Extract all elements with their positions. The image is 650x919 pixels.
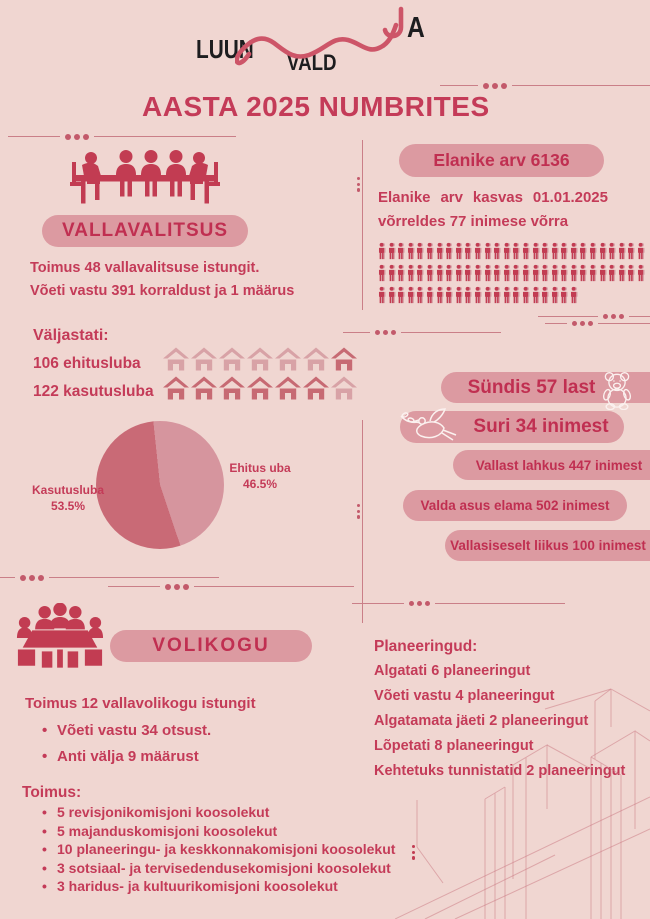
moved-within-pill bbox=[445, 530, 650, 561]
person-icon bbox=[627, 264, 636, 287]
person-icon bbox=[570, 264, 579, 287]
list-item: • 5 majanduskomisjoni koosolekut bbox=[42, 822, 395, 841]
person-icon bbox=[532, 286, 541, 309]
moved-in-label: Valda asus elama 502 inimest bbox=[420, 498, 610, 513]
issued-label: Väljastati: bbox=[33, 327, 109, 344]
meetings-label: Toimus: bbox=[22, 784, 82, 801]
volikogu-bullet-list bbox=[42, 718, 211, 770]
person-icon bbox=[637, 242, 646, 265]
person-icon bbox=[464, 264, 473, 287]
person-icon bbox=[560, 242, 569, 265]
houses-pictogram bbox=[163, 347, 359, 405]
person-icon bbox=[464, 242, 473, 265]
person-icon bbox=[445, 286, 454, 309]
person-icon bbox=[484, 242, 493, 265]
divider-below-pie-b bbox=[108, 583, 354, 590]
moved-within-label: Vallasiseselt liikus 100 inimest bbox=[450, 538, 646, 553]
vertical-divider-top bbox=[362, 140, 363, 310]
person-icon bbox=[541, 264, 550, 287]
vallavalitsus-heading: VALLAVALITSUS bbox=[61, 220, 229, 241]
person-icon bbox=[474, 242, 483, 265]
list-item: • Anti välja 9 määrust bbox=[42, 744, 211, 770]
person-icon bbox=[436, 242, 445, 265]
person-icon bbox=[464, 286, 473, 309]
person-icon bbox=[503, 286, 512, 309]
road-squiggle-icon bbox=[235, 4, 430, 78]
house-icon bbox=[191, 376, 217, 406]
person-icon bbox=[503, 242, 512, 265]
house-icon bbox=[163, 347, 189, 377]
teddy-bear-icon bbox=[599, 370, 635, 410]
person-icon bbox=[416, 264, 425, 287]
person-icon bbox=[599, 242, 608, 265]
person-icon bbox=[484, 264, 493, 287]
population-heading: Elanike arv 6136 bbox=[433, 150, 570, 170]
person-icon bbox=[570, 286, 579, 309]
person-icon bbox=[445, 242, 454, 265]
person-icon bbox=[436, 264, 445, 287]
person-icon bbox=[378, 264, 387, 287]
person-icon bbox=[455, 286, 464, 309]
person-icon bbox=[378, 286, 387, 309]
person-icon bbox=[426, 242, 435, 265]
person-icon bbox=[397, 286, 406, 309]
person-icon bbox=[522, 264, 531, 287]
person-icon bbox=[455, 264, 464, 287]
person-icon bbox=[407, 264, 416, 287]
person-icon bbox=[493, 242, 502, 265]
person-icon bbox=[599, 264, 608, 287]
house-icon bbox=[303, 376, 329, 406]
list-item: • 3 sotsiaal- ja tervisedendusekomisjoni koosolekut bbox=[42, 859, 395, 878]
person-icon bbox=[512, 242, 521, 265]
person-icon bbox=[551, 242, 560, 265]
deaths-label: Suri 34 inimest bbox=[473, 416, 609, 437]
person-icon bbox=[388, 242, 397, 265]
vertical-dots-top bbox=[357, 177, 360, 192]
person-icon bbox=[541, 242, 550, 265]
list-item: • Võeti vastu 34 otsust. bbox=[42, 718, 211, 744]
house-icon bbox=[219, 376, 245, 406]
house-icon bbox=[331, 376, 357, 406]
person-icon bbox=[608, 242, 617, 265]
house-icon bbox=[275, 376, 301, 406]
person-icon bbox=[436, 286, 445, 309]
divider-top-left bbox=[8, 133, 236, 140]
person-icon bbox=[618, 264, 627, 287]
committee-meetings-list bbox=[42, 803, 395, 896]
logo-text-a: A bbox=[407, 12, 425, 44]
person-icon bbox=[541, 286, 550, 309]
vallavalitsus-heading-pill bbox=[42, 215, 248, 247]
person-icon bbox=[560, 286, 569, 309]
person-icon bbox=[378, 242, 387, 265]
municipality-logo bbox=[0, 0, 650, 90]
house-icon bbox=[275, 347, 301, 377]
house-row bbox=[163, 376, 359, 405]
planning-heading: Planeeringud: bbox=[374, 638, 478, 655]
person-icon bbox=[484, 286, 493, 309]
vallavalitsus-line1: Toimus 48 vallavalitsuse istungit. bbox=[30, 260, 260, 276]
person-icon bbox=[503, 264, 512, 287]
person-icon bbox=[474, 264, 483, 287]
person-icon bbox=[532, 264, 541, 287]
volikogu-line1: Toimus 12 vallavolikogu istungit bbox=[25, 695, 256, 712]
dove-icon bbox=[398, 407, 460, 447]
person-icon bbox=[407, 242, 416, 265]
list-item: Algatati 6 planeeringut bbox=[374, 663, 531, 679]
divider-below-pie-a bbox=[0, 574, 219, 581]
person-icon bbox=[589, 242, 598, 265]
vertical-divider-mid bbox=[362, 420, 363, 623]
births-label: Sündis 57 last bbox=[467, 376, 596, 398]
person-icon bbox=[426, 286, 435, 309]
person-icon bbox=[589, 264, 598, 287]
person-icon bbox=[570, 242, 579, 265]
house-icon bbox=[247, 347, 273, 377]
person-row bbox=[378, 264, 647, 286]
moved-out-label: Vallast lahkus 447 inimest bbox=[475, 457, 643, 473]
vallavalitsus-line2: Võeti vastu 391 korraldust ja 1 määrus bbox=[30, 283, 295, 299]
logo-text-vald: VALD bbox=[287, 50, 337, 75]
house-icon bbox=[303, 347, 329, 377]
house-icon bbox=[219, 347, 245, 377]
house-icon bbox=[247, 376, 273, 406]
person-icon bbox=[637, 264, 646, 287]
person-icon bbox=[426, 264, 435, 287]
births-pill bbox=[441, 372, 650, 403]
pie-label-kasutusluba: Kasutusluba 53.5% bbox=[31, 483, 104, 513]
list-item: • 5 revisjonikomisjoni koosolekut bbox=[42, 803, 395, 822]
divider-mid-right-a bbox=[538, 313, 650, 320]
logo-text-luun: LUUN bbox=[196, 34, 254, 64]
divider-mid-left bbox=[343, 329, 501, 336]
population-pictogram bbox=[378, 242, 647, 308]
person-icon bbox=[618, 242, 627, 265]
moved-in-pill bbox=[403, 490, 627, 521]
person-icon bbox=[608, 264, 617, 287]
person-icon bbox=[445, 264, 454, 287]
council-icon bbox=[16, 603, 104, 673]
divider-mid-right-b bbox=[545, 320, 650, 327]
page-title: AASTA 2025 NUMBRITES bbox=[142, 91, 490, 122]
person-icon bbox=[522, 286, 531, 309]
person-icon bbox=[579, 264, 588, 287]
list-item: Algatamata jäeti 2 planeeringut bbox=[374, 713, 589, 729]
person-icon bbox=[397, 264, 406, 287]
person-icon bbox=[627, 242, 636, 265]
list-item: • 10 planeeringu- ja keskkonnakomisjoni koosolekut bbox=[42, 840, 395, 859]
person-row bbox=[378, 286, 647, 308]
person-icon bbox=[407, 286, 416, 309]
divider-top-right bbox=[440, 82, 650, 89]
person-icon bbox=[532, 242, 541, 265]
list-item: Kehtetuks tunnistatid 2 planeeringut bbox=[374, 763, 626, 779]
volikogu-heading: VOLIKOGU bbox=[152, 635, 270, 656]
person-icon bbox=[560, 264, 569, 287]
divider-volikogu-right bbox=[352, 600, 565, 607]
person-row bbox=[378, 242, 647, 264]
meeting-table-icon bbox=[70, 150, 220, 210]
issued-kasutusluba: 122 kasutusluba bbox=[33, 383, 154, 400]
person-icon bbox=[493, 264, 502, 287]
pie-chart bbox=[96, 421, 224, 549]
house-row bbox=[163, 347, 359, 376]
population-line2: võrreldes 77 inimese võrra bbox=[378, 213, 569, 230]
house-icon bbox=[163, 376, 189, 406]
building-wireframe-decoration bbox=[395, 669, 650, 919]
person-icon bbox=[388, 286, 397, 309]
list-item: Lõpetati 8 planeeringut bbox=[374, 738, 534, 754]
person-icon bbox=[579, 242, 588, 265]
person-icon bbox=[551, 264, 560, 287]
person-icon bbox=[416, 286, 425, 309]
person-icon bbox=[493, 286, 502, 309]
house-icon bbox=[331, 347, 357, 377]
person-icon bbox=[397, 242, 406, 265]
population-line1: Elanike arv kasvas 01.01.2025 bbox=[378, 189, 608, 206]
house-icon bbox=[191, 347, 217, 377]
list-item: Võeti vastu 4 planeeringut bbox=[374, 688, 555, 704]
person-icon bbox=[551, 286, 560, 309]
pie-label-ehitusluba: Ehitus uba 46.5% bbox=[229, 461, 291, 491]
person-icon bbox=[388, 264, 397, 287]
person-icon bbox=[416, 242, 425, 265]
issued-ehitusluba: 106 ehitusluba bbox=[33, 355, 141, 372]
list-item: • 3 haridus- ja kultuurikomisjoni koosolekut bbox=[42, 877, 395, 896]
vertical-dots-mid bbox=[357, 504, 360, 519]
person-icon bbox=[522, 242, 531, 265]
population-heading-pill bbox=[399, 144, 604, 177]
moved-out-pill bbox=[453, 450, 650, 480]
person-icon bbox=[512, 286, 521, 309]
person-icon bbox=[455, 242, 464, 265]
volikogu-heading-pill bbox=[110, 630, 312, 662]
person-icon bbox=[474, 286, 483, 309]
person-icon bbox=[512, 264, 521, 287]
